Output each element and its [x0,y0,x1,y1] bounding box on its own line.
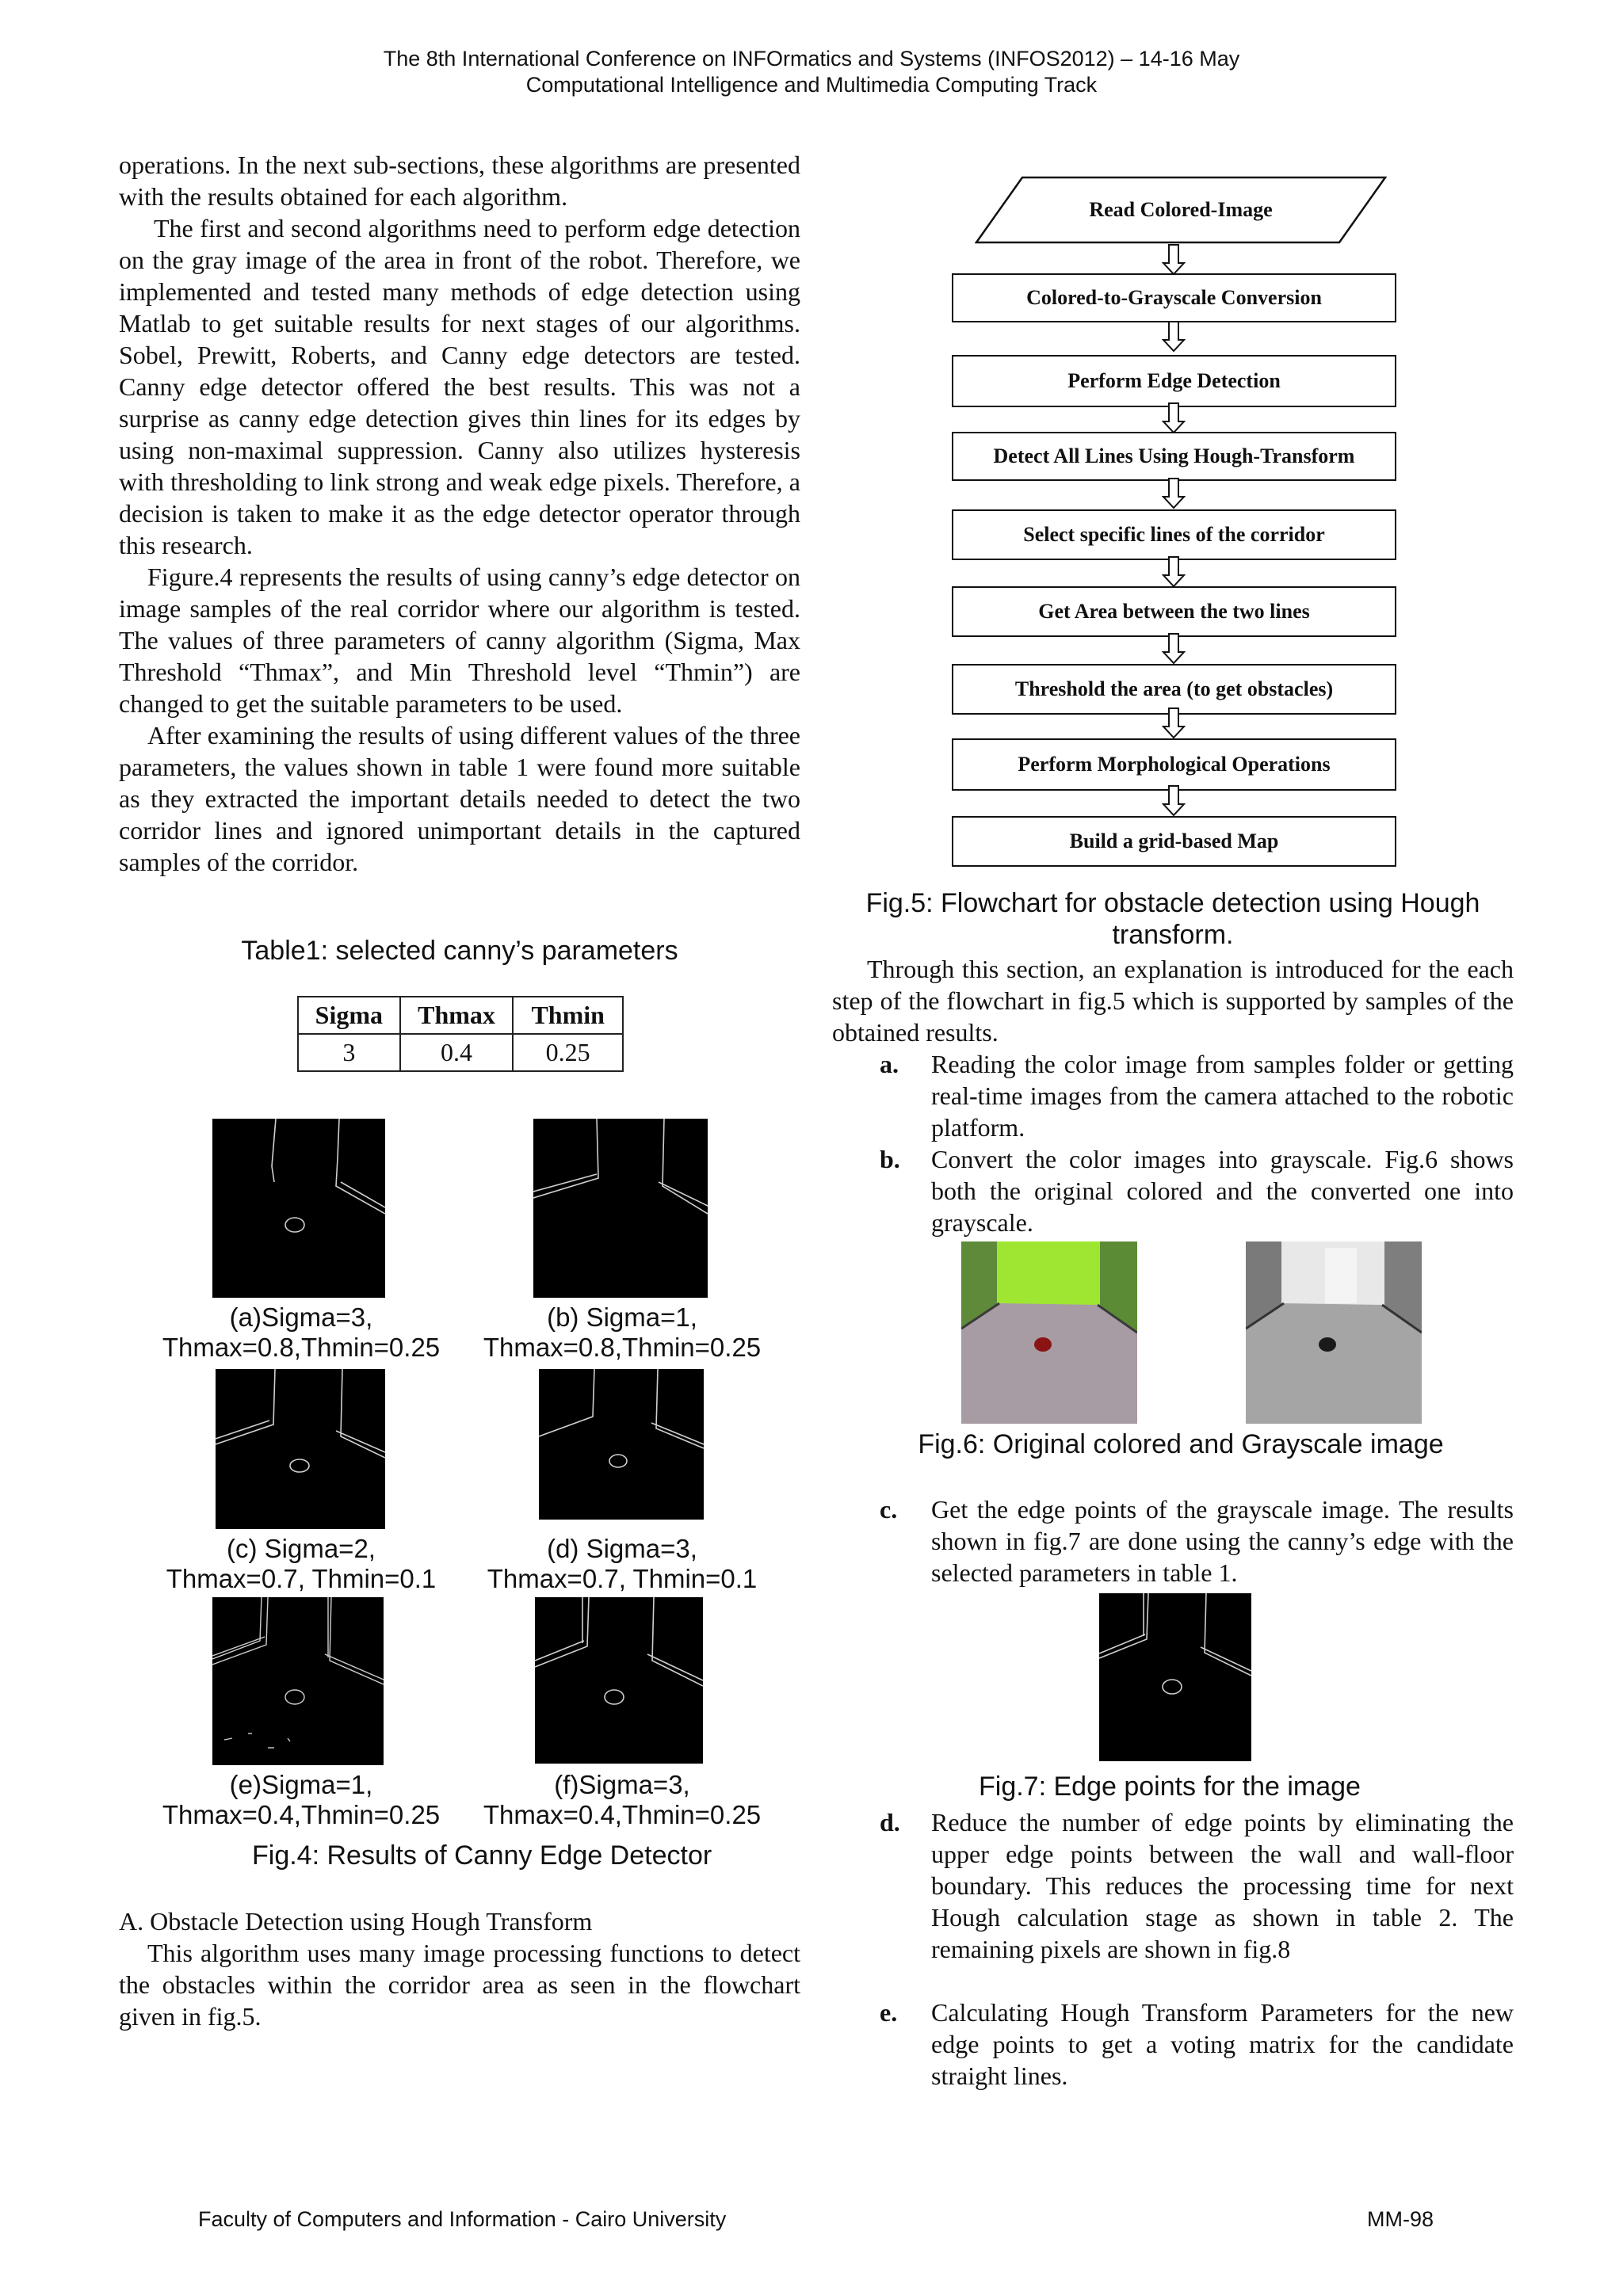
table-header-cell: Thmin [513,997,623,1034]
table-header-row [298,997,623,1034]
list-item-c [880,1493,1514,1596]
flow-arrow-down-icon [1162,556,1186,588]
conference-header-line1: The 8th International Conference on INFOrmatics and Systems (INFOS2012) – 14-16 May [383,47,1240,71]
flow-arrow-down-icon [1162,402,1186,434]
edge-image-a [212,1119,385,1298]
list-item-e [880,1997,1514,2100]
table-header-cell: Sigma [298,997,400,1034]
flowchart-step-2: Colored-to-Grayscale Conversion [952,273,1396,322]
right-intro [832,953,1514,1048]
left-paragraph-2: The first and second algorithms need to perform edge detection on the gray image of the area in front of the robot. Therefore, we implemented and tested many methods of edge detection using Matlab to get suitable results for next stages of our algorithms. Sobel, Prewitt, Roberts, and Canny edge detectors are tested. Canny edge detector offered the best results. This was not a surprise as canny edge detection gives thin lines for its edges by using non-maximal suppression. Canny also utilizes hysteresis with thresholding to link strong and weak edge pixels. Therefore, a decision is taken to make it as the edge detector operator through this research. [119,214,800,559]
subfig-caption-d [464,1534,781,1594]
table-cell: 3 [298,1034,400,1071]
subfig-c-line2: Thmax=0.7, Thmin=0.1 [166,1564,437,1593]
left-paragraph-1: operations. In the next sub-sections, these algorithms are presented with the results obtained for each algorithm. [119,151,800,211]
grayscale-image [1246,1241,1422,1424]
flowchart-step-8: Perform Morphological Operations [952,738,1396,791]
footer-affiliation: Faculty of Computers and Information - Cairo University [198,2207,727,2231]
list-text-d: Reduce the number of edge points by eliminating the upper edge points between the wall and wall-floor boundary. This reduces the processing time for next Hough calculation stage as shown in table 2. The remaining pixels are shown in fig.8 [931,1808,1514,1963]
edge-image-c [216,1369,385,1529]
left-paragraph-5: This algorithm uses many image processing functions to detect the obstacles within the corridor area as seen in the flowchart given in fig.5. [119,1939,800,2031]
fig4-caption: Fig.4: Results of Canny Edge Detector [252,1840,712,1871]
table-row [298,1034,623,1071]
subfig-caption-f [464,1770,781,1830]
subfig-d-line2: Thmax=0.7, Thmin=0.1 [487,1564,758,1593]
section-heading: A. Obstacle Detection using Hough Transform [119,1907,593,1936]
flow-arrow-down-icon [1162,244,1186,276]
edge-image-b [533,1119,708,1298]
flowchart-step-6: Get Area between the two lines [952,586,1396,637]
canny-parameters-table [297,996,624,1072]
flow-arrow-down-icon [1162,785,1186,817]
subfig-b-line1: (b) Sigma=1, [547,1302,697,1332]
list-text-b: Convert the color images into grayscale. Fig.6 shows both the original colored and the converted one into grayscale. [931,1145,1514,1237]
list-text-e: Calculating Hough Transform Parameters for the new edge points to get a voting matrix for the candidate straight lines. [931,1998,1514,2090]
list-item-b [880,1143,1514,1246]
flowchart-step-7: Threshold the area (to get obstacles) [952,664,1396,715]
edge-image-d [539,1369,704,1520]
flow-arrow-down-icon [1162,478,1186,509]
left-paragraph-3: Figure.4 represents the results of using canny’s edge detector on image samples of the real corridor where our algorithm is tested. The values of three parameters of canny algorithm (Sigma, Max Threshold “Thmax”, and Min Threshold level “Thmin”) are changed to get the suitable parameters to be used. [119,563,800,718]
list-label-e: e. [880,1998,898,2027]
flowchart-step-3: Perform Edge Detection [952,355,1396,407]
list-label-d: d. [880,1808,900,1836]
fig5-caption-line1: Fig.5: Flowchart for obstacle detection using Hough [865,888,1480,918]
conference-header-line2: Computational Intelligence and Multimedia Computing Track [525,73,1098,97]
fig5-caption [832,887,1514,951]
subfig-caption-a [143,1302,460,1363]
left-column-text [119,149,800,878]
right-paragraph-1: Through this section, an explanation is introduced for the each step of the flowchart in fig.5 which is supported by samples of the obtained results. [832,955,1514,1047]
flowchart-step-9: Build a grid-based Map [952,816,1396,867]
table1-caption: Table1: selected canny’s parameters [241,936,678,966]
list-label-a: a. [880,1050,899,1078]
flowchart-step-1: Read Colored-Image [1089,198,1273,221]
flowchart-step-4: Detect All Lines Using Hough-Transform [952,432,1396,481]
subfig-caption-b [464,1302,781,1363]
table-cell: 0.25 [513,1034,623,1071]
subfig-caption-c [143,1534,460,1594]
flow-arrow-down-icon [1162,633,1186,665]
flow-arrow-down-icon [1162,707,1186,739]
flowchart-step-5: Select specific lines of the corridor [952,509,1396,560]
fig7-caption: Fig.7: Edge points for the image [979,1772,1361,1802]
subfig-d-line1: (d) Sigma=3, [547,1534,697,1563]
fig5-caption-line2: transform. [1112,920,1234,950]
list-item-d [880,1806,1514,1973]
subfig-f-line1: (f)Sigma=3, [554,1770,690,1799]
left-paragraph-4: After examining the results of using different values of the three parameters, the values shown in table 1 were found more suitable as they extracted the important details needed to detect the two corridor lines and ignored unimportant details in the captured samples of the corridor. [119,721,800,876]
edge-image-e [212,1597,384,1765]
list-text-c: Get the edge points of the grayscale image. The results shown in fig.7 are done using the canny’s edge with the selected parameters in table 1. [931,1495,1514,1587]
subfig-caption-e [143,1770,460,1830]
page-number: MM-98 [1367,2207,1434,2231]
table-header-cell: Thmax [400,997,514,1034]
table-cell: 0.4 [400,1034,514,1071]
list-item-a [880,1048,1514,1151]
subfig-e-line2: Thmax=0.4,Thmin=0.25 [162,1800,441,1829]
fig6-caption: Fig.6: Original colored and Grayscale image [918,1429,1444,1459]
edge-points-image [1099,1593,1251,1761]
subfig-c-line1: (c) Sigma=2, [227,1534,376,1563]
section-a-text [119,1937,800,2032]
list-text-a: Reading the color image from samples folder or getting real-time images from the camera attached to the robotic platform. [931,1050,1514,1142]
edge-image-f [535,1597,703,1764]
original-colored-image [961,1241,1137,1424]
list-label-c: c. [880,1495,898,1524]
subfig-e-line1: (e)Sigma=1, [229,1770,373,1799]
subfig-a-line1: (a)Sigma=3, [229,1302,373,1332]
subfig-b-line2: Thmax=0.8,Thmin=0.25 [483,1333,762,1362]
subfig-a-line2: Thmax=0.8,Thmin=0.25 [162,1333,441,1362]
subfig-f-line2: Thmax=0.4,Thmin=0.25 [483,1800,762,1829]
list-label-b: b. [880,1145,900,1173]
flow-arrow-down-icon [1162,321,1186,353]
